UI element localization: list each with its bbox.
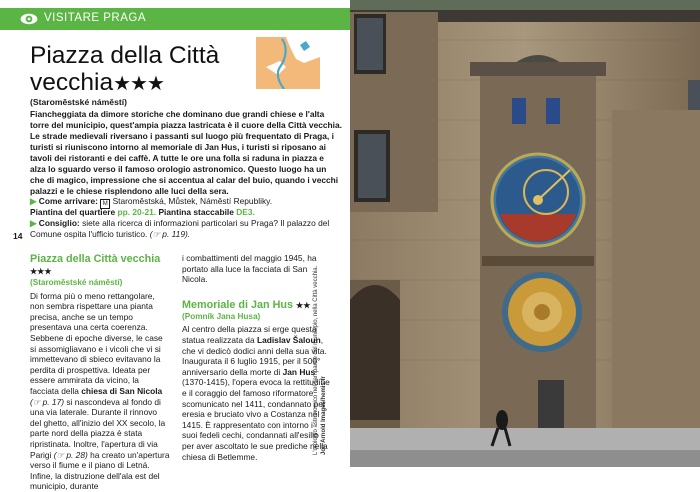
column-right xyxy=(182,253,330,462)
column-left xyxy=(30,253,170,492)
tip-info: ▶ Consiglio: siete alla ricerca di informazioni particolari su Praga? Il palazzo del Comune ospita l'ufficio turistico. (☞ p. 119). xyxy=(30,218,330,239)
arrival-info: ▶ Come arrivare: M Staroměstská, Můstek, Náměstí Republiky. xyxy=(30,196,273,207)
section1-paragraph-cont: i combattimenti del maggio 1945, ha portato alla luce la facciata di San Nicola. xyxy=(182,253,317,285)
clock-tower-image xyxy=(350,0,700,467)
section-header-title: VISITARE PRAGA xyxy=(44,12,147,24)
title-stars: ★★★ xyxy=(113,73,164,95)
map-ref-link[interactable]: DE3. xyxy=(236,207,255,217)
map-label: Piantina del quartiere xyxy=(30,207,116,217)
map-info xyxy=(30,207,342,218)
page-title xyxy=(30,42,260,98)
section-header-bar xyxy=(0,8,350,30)
section2-heading: Memoriale di Jan Hus ★★ xyxy=(182,298,311,311)
section1-subtitle: (Staroměstské náměstí) xyxy=(30,278,123,287)
photo-credit: Jon Arnold Images/hemis.fr xyxy=(320,376,327,455)
title-subtitle: (Staroměstské náměstí) xyxy=(30,97,127,107)
metro-icon: M xyxy=(100,199,110,209)
tip-label: Consiglio: xyxy=(38,218,80,228)
map-pages-link[interactable]: pp. 20-21. xyxy=(117,207,157,217)
eye-icon xyxy=(20,13,38,25)
astronomical-clock-photo xyxy=(350,0,700,467)
tip-text: siete alla ricerca di informazioni particolari su Praga? Il palazzo del Comune ospita l'ufficio turistico. xyxy=(30,218,330,239)
tip-ref: (☞ p. 119). xyxy=(149,229,191,239)
clock-tower-illustration xyxy=(256,37,320,89)
arrive-label: Come arrivare: xyxy=(38,196,98,206)
section2-subtitle: (Pomník Jana Husa) xyxy=(182,311,261,321)
page-number: 14 xyxy=(13,231,23,241)
arrive-text: Staroměstská, Můstek, Náměstí Republiky. xyxy=(112,196,273,206)
intro-paragraph: Fiancheggiata da dimore storiche che dominano due grandi chiese e l'alta torre del municipio, quest'ampia piazza lastricata è il cuore della Città vecchia. Le strade medievali riversano i passanti sul luogo più frequentato di Praga, i turisti si riuniscono intorno al memoriale di Jan Hus, i turisti si riposano ai tavoli dei ristoranti e dei caffè. A tutte le ore una folla si raduna in piazza e alza lo sguardo verso il famoso orologio astronomico. Questo luogo ha un che di magico, impressione che si accentua al calar del buio, quando i vecchi palazzi e le chiese risplendono alle luci della sera. xyxy=(30,109,342,196)
section1-heading: Piazza della Città vecchia ★★★ xyxy=(30,253,161,276)
map-label-2: Piantina staccabile xyxy=(158,207,234,217)
section1-paragraph: Di forma più o meno rettangolare, non sembra rispettare una pianta precisa, anche se un tempo presentava una certa coerenza. Sebbene di epoche diverse, le case si assomigliavano e i vicoli che vi si immettevano di sbieco evitavano la perdita di prospettiva. Ideata per essere ammirata da vicino, la facciata della chiesa di San Nicola (☞ p. 17) si nascondeva al fondo di una via laterale. Durante il rinnovo del ghetto, all'inizio del XX secolo, la parte nord della piazza è stata ripristinata. Inoltre, l'apertura di via Parigi (☞ p. 28) ha creato un'apertura verso il fiume e il piano di Letná. Infine, la distruzione dell'ala est del municipio, durante xyxy=(30,290,170,492)
page-title-text: Piazza della Città vecchia xyxy=(30,42,220,96)
photo-caption: L'orologio astronomico nel campanile del municipio, nella Città vecchia. Jon Arnold Images/hemis.fr xyxy=(313,265,327,455)
section2-paragraph: Al centro della piazza si erge questa statua realizzata da Ladislav Šaloun, che vi dedicò dodici anni della sua vita. Inaugurata il 6 luglio 1915, per il 500° anniversario della morte di Jan Hus (1370-1415), l'opera evoca la rettitudine e il coraggio del famoso riformatore scomunicato nel 1411, condannato per eresia e bruciato vivo a Costanza nel 1415. È rappresentato con intorno i suoi fedeli cechi, condannati all'esilio per aver ascoltato le sue prediche nella chiesa di Betlemme. xyxy=(182,324,330,462)
